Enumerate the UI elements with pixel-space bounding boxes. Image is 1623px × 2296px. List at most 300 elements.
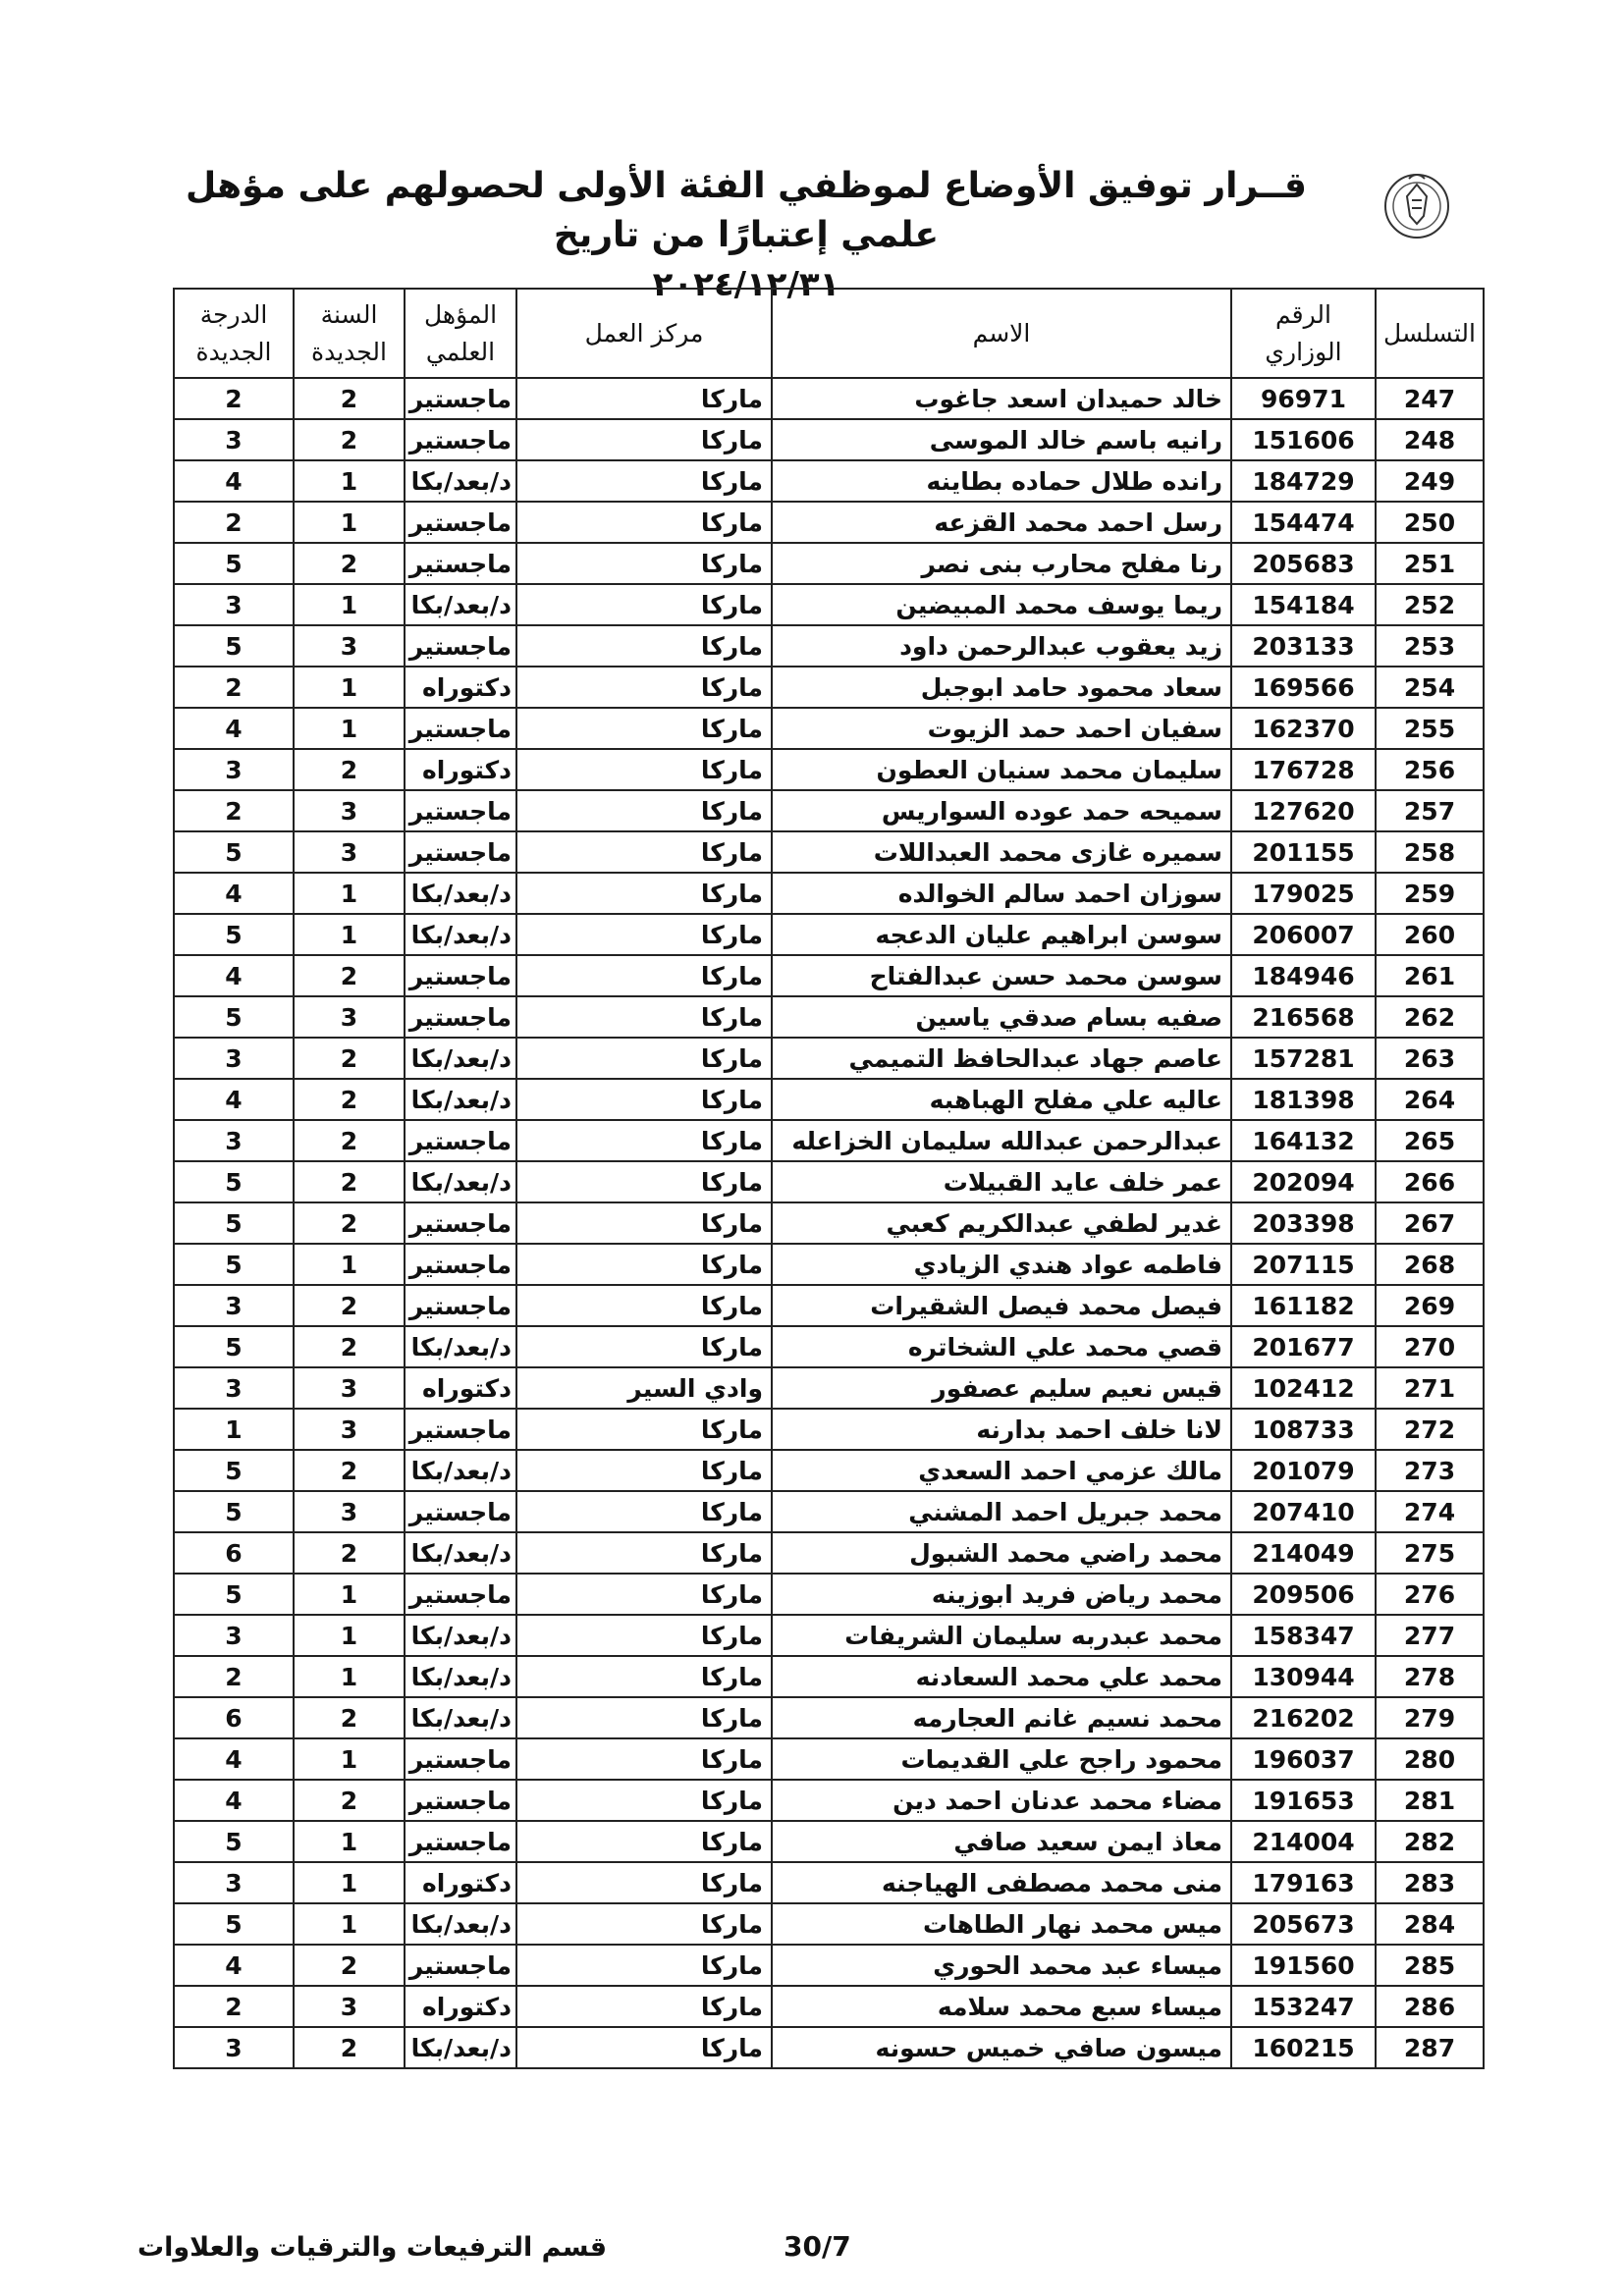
cell-center: ماركا <box>516 419 772 460</box>
cell-year: 1 <box>294 584 405 625</box>
cell-serial: 270 <box>1376 1326 1484 1367</box>
cell-qualification: ماجستير <box>405 1738 516 1780</box>
cell-qualification: ماجستير <box>405 625 516 667</box>
cell-number: 214004 <box>1231 1821 1376 1862</box>
table-row <box>174 790 1484 831</box>
cell-number: 201079 <box>1231 1450 1376 1491</box>
cell-name: ميسون صافي خميس حسونه <box>772 2027 1231 2068</box>
cell-serial: 252 <box>1376 584 1484 625</box>
cell-grade: 3 <box>174 1038 294 1079</box>
cell-name: ميساء سبع محمد سلامه <box>772 1986 1231 2027</box>
table-row <box>174 584 1484 625</box>
cell-center: ماركا <box>516 708 772 749</box>
cell-serial: 253 <box>1376 625 1484 667</box>
cell-name: ميس محمد نهار الطاهات <box>772 1903 1231 1945</box>
cell-serial: 269 <box>1376 1285 1484 1326</box>
table-row <box>174 460 1484 502</box>
table-row <box>174 1409 1484 1450</box>
cell-center: ماركا <box>516 1491 772 1532</box>
cell-year: 1 <box>294 1574 405 1615</box>
cell-center: ماركا <box>516 1409 772 1450</box>
cell-year: 2 <box>294 1202 405 1244</box>
cell-serial: 280 <box>1376 1738 1484 1780</box>
cell-qualification: ماجستير <box>405 1945 516 1986</box>
cell-name: عاليه علي مفلح الهباهبه <box>772 1079 1231 1120</box>
cell-serial: 264 <box>1376 1079 1484 1120</box>
cell-name: مضاء محمد عدنان احمد دين <box>772 1780 1231 1821</box>
cell-serial: 255 <box>1376 708 1484 749</box>
footer-department: قسم الترفيعات والترقيات والعلاوات <box>137 2232 607 2263</box>
title-date: ٢٠٢٤/١٢/٣١ <box>652 265 840 304</box>
cell-grade: 1 <box>174 1409 294 1450</box>
cell-center: ماركا <box>516 460 772 502</box>
cell-qualification: د/بعد/بكا <box>405 1450 516 1491</box>
cell-grade: 2 <box>174 1986 294 2027</box>
cell-center: ماركا <box>516 1450 772 1491</box>
cell-number: 179025 <box>1231 873 1376 914</box>
cell-grade: 3 <box>174 1120 294 1161</box>
cell-serial: 275 <box>1376 1532 1484 1574</box>
cell-qualification: د/بعد/بكا <box>405 1326 516 1367</box>
cell-qualification: ماجستير <box>405 1202 516 1244</box>
cell-qualification: د/بعد/بكا <box>405 1161 516 1202</box>
cell-center: ماركا <box>516 831 772 873</box>
cell-year: 3 <box>294 1367 405 1409</box>
employees-table <box>173 288 1485 2069</box>
table-row <box>174 1945 1484 1986</box>
cell-name: فاطمه عواد هندي الزيادي <box>772 1244 1231 1285</box>
cell-name: سوزان احمد سالم الخوالده <box>772 873 1231 914</box>
cell-grade: 6 <box>174 1697 294 1738</box>
cell-year: 2 <box>294 1161 405 1202</box>
cell-grade: 3 <box>174 2027 294 2068</box>
cell-year: 2 <box>294 749 405 790</box>
cell-qualification: ماجستير <box>405 1244 516 1285</box>
table-row <box>174 955 1484 996</box>
cell-serial: 281 <box>1376 1780 1484 1821</box>
table-row <box>174 625 1484 667</box>
cell-serial: 263 <box>1376 1038 1484 1079</box>
cell-grade: 5 <box>174 831 294 873</box>
cell-center: ماركا <box>516 1244 772 1285</box>
cell-qualification: ماجستير <box>405 378 516 419</box>
cell-year: 2 <box>294 1038 405 1079</box>
cell-name: رانده طلال حماده بطاينه <box>772 460 1231 502</box>
cell-number: 205673 <box>1231 1903 1376 1945</box>
col-header-grade: الدرجة الجديدة <box>174 289 294 378</box>
cell-serial: 261 <box>1376 955 1484 996</box>
cell-number: 181398 <box>1231 1079 1376 1120</box>
cell-year: 2 <box>294 1780 405 1821</box>
cell-qualification: ماجستير <box>405 543 516 584</box>
cell-year: 3 <box>294 625 405 667</box>
col-header-serial: التسلسل <box>1376 289 1484 378</box>
cell-year: 2 <box>294 1697 405 1738</box>
cell-grade: 5 <box>174 1202 294 1244</box>
table-row <box>174 996 1484 1038</box>
cell-qualification: دكتوراه <box>405 1986 516 2027</box>
cell-year: 1 <box>294 1862 405 1903</box>
cell-center: ماركا <box>516 584 772 625</box>
table-row <box>174 378 1484 419</box>
cell-center: ماركا <box>516 1574 772 1615</box>
cell-serial: 287 <box>1376 2027 1484 2068</box>
table-row <box>174 1697 1484 1738</box>
cell-year: 2 <box>294 1079 405 1120</box>
cell-center: ماركا <box>516 1697 772 1738</box>
cell-year: 2 <box>294 1450 405 1491</box>
cell-center: ماركا <box>516 1285 772 1326</box>
col-header-name: الاسم <box>772 289 1231 378</box>
table-row <box>174 1532 1484 1574</box>
cell-number: 184946 <box>1231 955 1376 996</box>
cell-name: رنا مفلح محارب بنى نصر <box>772 543 1231 584</box>
cell-name: معاذ ايمن سعيد صافي <box>772 1821 1231 1862</box>
table-row <box>174 1161 1484 1202</box>
cell-grade: 4 <box>174 1079 294 1120</box>
cell-center: ماركا <box>516 1862 772 1903</box>
cell-year: 2 <box>294 955 405 996</box>
cell-qualification: د/بعد/بكا <box>405 2027 516 2068</box>
cell-number: 203133 <box>1231 625 1376 667</box>
cell-center: ماركا <box>516 1161 772 1202</box>
cell-name: سوسن ابراهيم عليان الدعجه <box>772 914 1231 955</box>
cell-grade: 5 <box>174 914 294 955</box>
table-row <box>174 914 1484 955</box>
cell-number: 157281 <box>1231 1038 1376 1079</box>
cell-number: 191560 <box>1231 1945 1376 1986</box>
cell-year: 2 <box>294 2027 405 2068</box>
table-row <box>174 1079 1484 1120</box>
cell-qualification: د/بعد/بكا <box>405 1656 516 1697</box>
cell-grade: 4 <box>174 1780 294 1821</box>
cell-qualification: ماجستير <box>405 955 516 996</box>
cell-center: ماركا <box>516 1532 772 1574</box>
cell-serial: 284 <box>1376 1903 1484 1945</box>
table-row <box>174 1903 1484 1945</box>
cell-qualification: ماجستير <box>405 419 516 460</box>
cell-grade: 5 <box>174 1491 294 1532</box>
cell-name: سفيان احمد حمد الزيوت <box>772 708 1231 749</box>
cell-number: 184729 <box>1231 460 1376 502</box>
cell-serial: 276 <box>1376 1574 1484 1615</box>
cell-serial: 271 <box>1376 1367 1484 1409</box>
cell-serial: 277 <box>1376 1615 1484 1656</box>
cell-center: ماركا <box>516 378 772 419</box>
cell-center: ماركا <box>516 543 772 584</box>
cell-name: لانا خلف احمد بدارنه <box>772 1409 1231 1450</box>
table-row <box>174 1574 1484 1615</box>
cell-qualification: د/بعد/بكا <box>405 460 516 502</box>
cell-center: ماركا <box>516 1986 772 2027</box>
col-header-qualification: المؤهل العلمي <box>405 289 516 378</box>
ministry-seal-icon <box>1382 155 1451 255</box>
cell-year: 1 <box>294 914 405 955</box>
cell-serial: 249 <box>1376 460 1484 502</box>
table-header-row <box>174 289 1484 378</box>
cell-name: محمد رياض فريد ابوزينه <box>772 1574 1231 1615</box>
cell-serial: 272 <box>1376 1409 1484 1450</box>
cell-number: 154184 <box>1231 584 1376 625</box>
cell-center: ماركا <box>516 1780 772 1821</box>
cell-grade: 3 <box>174 1615 294 1656</box>
cell-qualification: دكتوراه <box>405 749 516 790</box>
cell-name: زيد يعقوب عبدالرحمن داود <box>772 625 1231 667</box>
col-header-year: السنة الجديدة <box>294 289 405 378</box>
cell-year: 3 <box>294 1409 405 1450</box>
cell-name: سليمان محمد سنيان العطون <box>772 749 1231 790</box>
cell-number: 164132 <box>1231 1120 1376 1161</box>
cell-grade: 3 <box>174 1285 294 1326</box>
cell-number: 130944 <box>1231 1656 1376 1697</box>
cell-name: محمد علي محمد السعادنه <box>772 1656 1231 1697</box>
cell-name: ريما يوسف محمد المبيضين <box>772 584 1231 625</box>
cell-year: 1 <box>294 1615 405 1656</box>
cell-center: ماركا <box>516 667 772 708</box>
cell-number: 160215 <box>1231 2027 1376 2068</box>
cell-qualification: ماجستير <box>405 502 516 543</box>
cell-serial: 258 <box>1376 831 1484 873</box>
cell-serial: 247 <box>1376 378 1484 419</box>
cell-name: سوسن محمد حسن عبدالفتاح <box>772 955 1231 996</box>
cell-year: 3 <box>294 790 405 831</box>
cell-grade: 2 <box>174 790 294 831</box>
cell-center: ماركا <box>516 914 772 955</box>
cell-qualification: ماجستير <box>405 996 516 1038</box>
cell-name: رسل احمد محمد القزعه <box>772 502 1231 543</box>
cell-center: ماركا <box>516 749 772 790</box>
cell-serial: 282 <box>1376 1821 1484 1862</box>
cell-grade: 2 <box>174 502 294 543</box>
cell-year: 1 <box>294 1738 405 1780</box>
cell-qualification: ماجستير <box>405 831 516 873</box>
cell-name: محمود راجح علي القديمات <box>772 1738 1231 1780</box>
cell-qualification: د/بعد/بكا <box>405 1079 516 1120</box>
cell-year: 1 <box>294 708 405 749</box>
cell-center: ماركا <box>516 1038 772 1079</box>
cell-qualification: دكتوراه <box>405 1367 516 1409</box>
cell-year: 3 <box>294 1986 405 2027</box>
cell-qualification: ماجستير <box>405 708 516 749</box>
cell-center: ماركا <box>516 873 772 914</box>
cell-number: 108733 <box>1231 1409 1376 1450</box>
cell-serial: 286 <box>1376 1986 1484 2027</box>
cell-qualification: د/بعد/بكا <box>405 873 516 914</box>
cell-grade: 4 <box>174 460 294 502</box>
cell-grade: 5 <box>174 1244 294 1285</box>
cell-name: محمد نسيم غانم العجارمه <box>772 1697 1231 1738</box>
table-row <box>174 502 1484 543</box>
cell-serial: 285 <box>1376 1945 1484 1986</box>
cell-grade: 4 <box>174 955 294 996</box>
title-text: قــرار توفيق الأوضاع لموظفي الفئة الأولى لحصولهم على مؤهل علمي إعتبارًا من تاريخ <box>185 166 1308 255</box>
cell-center: وادي السير <box>516 1367 772 1409</box>
cell-grade: 3 <box>174 1862 294 1903</box>
table-row <box>174 1367 1484 1409</box>
cell-year: 3 <box>294 831 405 873</box>
cell-year: 1 <box>294 667 405 708</box>
cell-qualification: ماجستير <box>405 1491 516 1532</box>
cell-year: 2 <box>294 419 405 460</box>
cell-qualification: د/بعد/بكا <box>405 1038 516 1079</box>
table-row <box>174 543 1484 584</box>
table-row <box>174 1244 1484 1285</box>
cell-grade: 3 <box>174 419 294 460</box>
cell-year: 1 <box>294 1656 405 1697</box>
cell-year: 2 <box>294 1532 405 1574</box>
cell-number: 162370 <box>1231 708 1376 749</box>
cell-qualification: ماجستير <box>405 1120 516 1161</box>
table-row <box>174 1738 1484 1780</box>
cell-center: ماركا <box>516 1202 772 1244</box>
cell-grade: 4 <box>174 708 294 749</box>
cell-year: 2 <box>294 1285 405 1326</box>
cell-year: 1 <box>294 873 405 914</box>
cell-name: عمر خلف عايد القبيلات <box>772 1161 1231 1202</box>
cell-qualification: د/بعد/بكا <box>405 1697 516 1738</box>
cell-serial: 283 <box>1376 1862 1484 1903</box>
cell-center: ماركا <box>516 502 772 543</box>
cell-number: 203398 <box>1231 1202 1376 1244</box>
cell-qualification: د/بعد/بكا <box>405 584 516 625</box>
cell-serial: 268 <box>1376 1244 1484 1285</box>
cell-grade: 2 <box>174 1656 294 1697</box>
cell-qualification: ماجستير <box>405 790 516 831</box>
cell-grade: 4 <box>174 1945 294 1986</box>
cell-serial: 278 <box>1376 1656 1484 1697</box>
table-row <box>174 1038 1484 1079</box>
cell-number: 127620 <box>1231 790 1376 831</box>
cell-number: 205683 <box>1231 543 1376 584</box>
cell-serial: 248 <box>1376 419 1484 460</box>
cell-qualification: دكتوراه <box>405 667 516 708</box>
table-row <box>174 1986 1484 2027</box>
cell-center: ماركا <box>516 1945 772 1986</box>
cell-grade: 5 <box>174 1574 294 1615</box>
cell-name: سميحه حمد عوده السواريس <box>772 790 1231 831</box>
cell-serial: 265 <box>1376 1120 1484 1161</box>
cell-grade: 3 <box>174 749 294 790</box>
cell-serial: 260 <box>1376 914 1484 955</box>
cell-qualification: د/بعد/بكا <box>405 1903 516 1945</box>
cell-serial: 266 <box>1376 1161 1484 1202</box>
cell-grade: 5 <box>174 1326 294 1367</box>
cell-center: ماركا <box>516 1738 772 1780</box>
cell-serial: 274 <box>1376 1491 1484 1532</box>
table-body <box>174 378 1484 2068</box>
cell-grade: 5 <box>174 1450 294 1491</box>
table-row <box>174 873 1484 914</box>
cell-serial: 251 <box>1376 543 1484 584</box>
cell-name: منى محمد مصطفى الهياجنه <box>772 1862 1231 1903</box>
cell-qualification: د/بعد/بكا <box>405 914 516 955</box>
cell-number: 201677 <box>1231 1326 1376 1367</box>
cell-year: 2 <box>294 378 405 419</box>
cell-grade: 5 <box>174 1903 294 1945</box>
cell-serial: 259 <box>1376 873 1484 914</box>
cell-qualification: ماجستير <box>405 1780 516 1821</box>
cell-name: سعاد محمود حامد ابوجبل <box>772 667 1231 708</box>
cell-center: ماركا <box>516 1120 772 1161</box>
cell-number: 207115 <box>1231 1244 1376 1285</box>
table-row <box>174 1615 1484 1656</box>
cell-qualification: ماجستير <box>405 1285 516 1326</box>
table-row <box>174 1450 1484 1491</box>
table-row <box>174 2027 1484 2068</box>
cell-number: 169566 <box>1231 667 1376 708</box>
cell-name: فيصل محمد فيصل الشقيرات <box>772 1285 1231 1326</box>
cell-center: ماركا <box>516 1326 772 1367</box>
cell-name: محمد راضي محمد الشبول <box>772 1532 1231 1574</box>
table-row <box>174 419 1484 460</box>
table-row <box>174 831 1484 873</box>
table-row <box>174 1202 1484 1244</box>
cell-grade: 4 <box>174 873 294 914</box>
cell-number: 202094 <box>1231 1161 1376 1202</box>
cell-qualification: د/بعد/بكا <box>405 1615 516 1656</box>
cell-name: عبدالرحمن عبدالله سليمان الخزاعله <box>772 1120 1231 1161</box>
cell-year: 2 <box>294 1945 405 1986</box>
cell-serial: 273 <box>1376 1450 1484 1491</box>
cell-number: 161182 <box>1231 1285 1376 1326</box>
cell-serial: 279 <box>1376 1697 1484 1738</box>
cell-name: غدير لطفي عبدالكريم كعبي <box>772 1202 1231 1244</box>
cell-number: 207410 <box>1231 1491 1376 1532</box>
cell-number: 179163 <box>1231 1862 1376 1903</box>
cell-number: 96971 <box>1231 378 1376 419</box>
cell-year: 3 <box>294 1491 405 1532</box>
col-header-number: الرقم الوزاري <box>1231 289 1376 378</box>
table-row <box>174 1326 1484 1367</box>
cell-qualification: ماجستير <box>405 1409 516 1450</box>
cell-name: سميره غازى محمد العبداللات <box>772 831 1231 873</box>
cell-grade: 5 <box>174 543 294 584</box>
cell-number: 153247 <box>1231 1986 1376 2027</box>
cell-number: 191653 <box>1231 1780 1376 1821</box>
cell-center: ماركا <box>516 1615 772 1656</box>
cell-grade: 4 <box>174 1738 294 1780</box>
cell-year: 1 <box>294 502 405 543</box>
cell-center: ماركا <box>516 1656 772 1697</box>
cell-number: 158347 <box>1231 1615 1376 1656</box>
cell-grade: 3 <box>174 1367 294 1409</box>
cell-name: صفيه بسام صدقي ياسين <box>772 996 1231 1038</box>
cell-year: 2 <box>294 1120 405 1161</box>
table-row <box>174 1821 1484 1862</box>
cell-center: ماركا <box>516 1903 772 1945</box>
cell-grade: 6 <box>174 1532 294 1574</box>
cell-center: ماركا <box>516 955 772 996</box>
cell-year: 3 <box>294 996 405 1038</box>
cell-name: قصي محمد علي الشخاتره <box>772 1326 1231 1367</box>
cell-grade: 3 <box>174 584 294 625</box>
cell-year: 2 <box>294 543 405 584</box>
cell-qualification: ماجستير <box>405 1574 516 1615</box>
cell-number: 102412 <box>1231 1367 1376 1409</box>
cell-qualification: دكتوراه <box>405 1862 516 1903</box>
table-row <box>174 1862 1484 1903</box>
cell-serial: 262 <box>1376 996 1484 1038</box>
table-row <box>174 708 1484 749</box>
cell-number: 209506 <box>1231 1574 1376 1615</box>
cell-name: محمد جبريل احمد المشني <box>772 1491 1231 1532</box>
table-row <box>174 1120 1484 1161</box>
cell-name: قيس نعيم سليم عصفور <box>772 1367 1231 1409</box>
cell-grade: 5 <box>174 1161 294 1202</box>
cell-year: 1 <box>294 1821 405 1862</box>
cell-serial: 250 <box>1376 502 1484 543</box>
cell-year: 1 <box>294 1903 405 1945</box>
